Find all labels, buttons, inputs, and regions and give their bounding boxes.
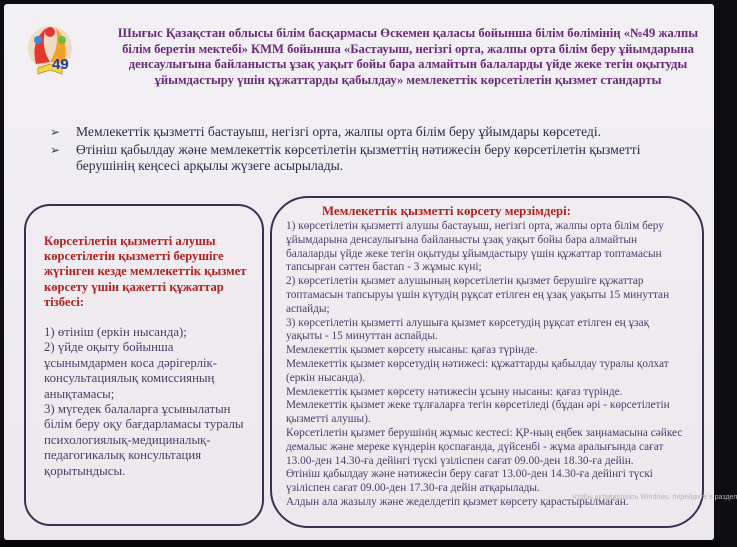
documents-box xyxy=(24,204,264,526)
terms-paragraph: Өтініш қабылдау және нәтижесін беру сағат 13.00-ден 14.30-ға дейінгі түскі үзіліспен сағат 09.00-ден 17.30-ға дейін атқарылады. xyxy=(286,468,653,495)
terms-paragraph: Мемлекеттік қызмет көрсету нәтижесін ұсыну нысаны: қағаз түрінде. xyxy=(286,385,623,398)
list-item: 2) үйде оқыту бойынша ұсынымдармен коса дәрігерлік-консультациялық комиссияның анықтамасы; xyxy=(44,340,217,401)
terms-paragraph: Алдын ала жазылу және жеделдетіп қызмет көрсету қарастырылмаған. xyxy=(286,495,629,508)
activation-watermark: Чтобы активировать Windows, перейдите в раздел xyxy=(572,494,737,501)
terms-paragraph: 2) көрсетілетін қызмет алушының көрсетілетін қызмет берушіге құжаттар топтамасын тапсыруы үшін күтудің рұқсат етілген ең ұзақ уақыты 15 минуттан аспайды; xyxy=(286,275,670,315)
terms-paragraph: Мемлекеттік қызмет жеке тұлғаларға тегін көрсетіледі (бұдан әрі - көрсетілетін қызметті алушы). xyxy=(286,399,670,426)
arrow-bullet-icon: ➢ xyxy=(50,142,61,157)
bullet-text: Мемлекеттік қызметті бастауыш, негізгі орта, жалпы орта білім беру ұйымдары көрсетеді. xyxy=(76,124,602,139)
slide xyxy=(4,4,737,540)
arrow-bullet-icon: ➢ xyxy=(50,125,61,139)
list-item: 3) мүгедек балаларға ұсынылатын білім беру оқу бағдарламасы туралы психологиялық-медициналық-педагогикалық консультация қорытындысы. xyxy=(44,402,244,478)
terms-body xyxy=(286,220,686,510)
school-emblem-icon xyxy=(26,18,106,84)
logo-number: 49 xyxy=(52,56,69,73)
page-title: Шығыс Қазақстан облысы білім басқармасы Өскемен қаласы бойынша білім бөлімінің «№49 жалпы білім беретін мектебі» КММ бойынша «Бастауыш, негізгі орта, жалпы орта білім беру ұйымдарына денсаулығына байланысты ұзақ уақыт бойы бара алмайтын балаларды үйде жеке тегін оқытуды ұйымдастыру үшін құжаттарды қабылдау» мемлекеттік көрсетілетін қызмет стандарты xyxy=(117,26,699,87)
documents-heading: Көрсетілетін қызметті алушы көрсетілетін қызметті берушіге жүгінген кезде мемлекеттік қызмет көрсету үшін қажетті құжаттар тізбесі: xyxy=(44,234,247,309)
terms-paragraph: 1) көрсетілетін қызметті алушы бастауыш, негізгі орта, жалпы орта білім беру ұйымдарына денсаулығына байланысты ұзақ уақыт бойы бара алмайтын балаларды үйде жеке тегін оқытуды ұйымдастыру үшін құжаттар топтамасын тапсырған сәттен бастап - 3 жұмыс күні; xyxy=(286,220,664,274)
terms-paragraph: Мемлекеттік қызмет көрсету нысаны: қағаз түрінде. xyxy=(286,344,538,357)
bullet-item xyxy=(50,142,700,175)
school-logo xyxy=(26,18,106,84)
documents-list xyxy=(44,325,254,479)
bullet-text: Өтініш қабылдау және мемлекеттік көрсетілетін қызметтің нәтижесін беру көрсетілетін қызметті берушінің кеңсесі арқылы жүзеге асырылады. xyxy=(76,141,641,173)
list-item: 1) өтініш (еркін нысанда); xyxy=(44,325,187,339)
terms-heading: Мемлекеттік қызметті көрсету мерзімдері: xyxy=(322,204,571,218)
terms-paragraph: 3) көрсетілетін қызметті алушыға қызмет көрсетудің рұқсат етілген ең ұзақ уақыты - 15 минуттан аспайды. xyxy=(286,316,650,343)
terms-box xyxy=(270,196,704,528)
bullet-item xyxy=(50,124,700,141)
bullet-list xyxy=(50,124,700,175)
terms-paragraph: Мемлекеттік қызмет көрсетудің нәтижесі: құжаттарды қабылдау туралы қолхат (еркін нысанда). xyxy=(286,357,669,384)
screen-bezel xyxy=(0,540,720,547)
terms-paragraph: Көрсетілетін қызмет берушінің жұмыс кестесі: ҚР-ның еңбек заңнамасына сәйкес демалыс және мереке күндерін қоспағанда, дүйсенбі - жұма аралығында сағат 13.00-ден 14.30-ға дейінгі түскі үзіліспен сағат 09.00-ден 18.30-ға дейін. xyxy=(286,426,683,467)
